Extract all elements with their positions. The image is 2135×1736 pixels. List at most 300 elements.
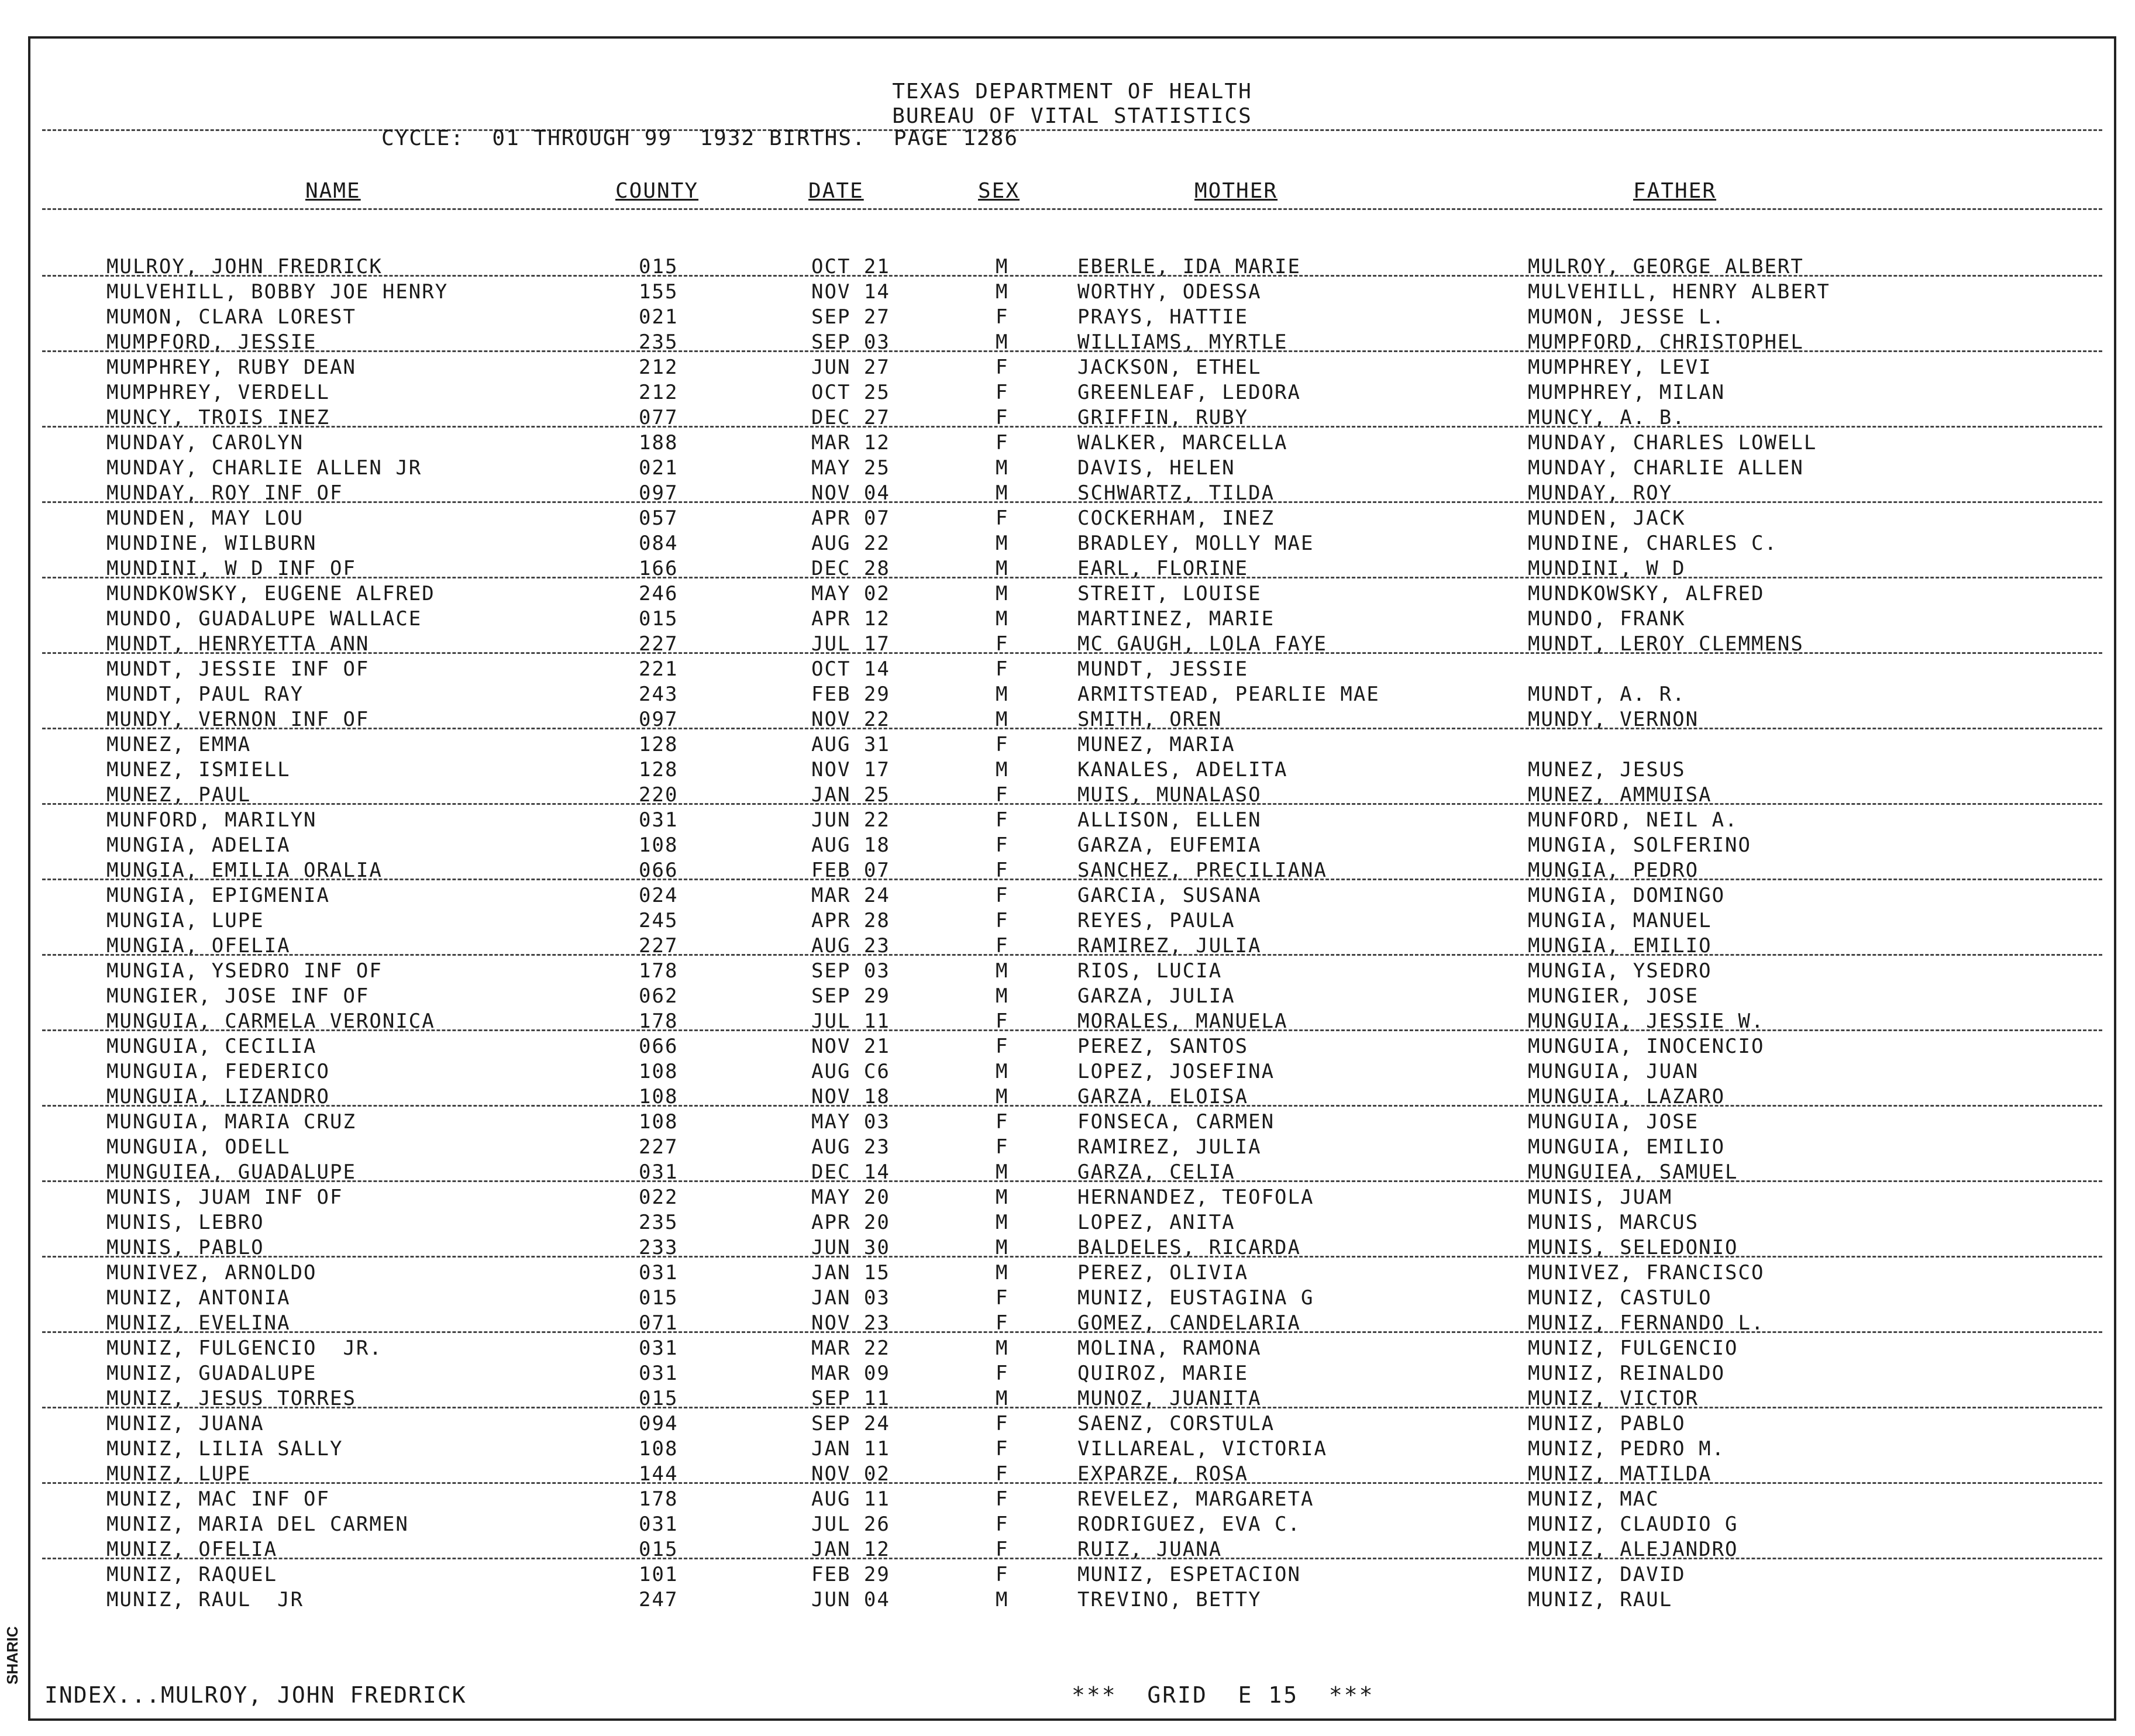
column-header-date: DATE (808, 179, 864, 203)
cell-date: SEP 29 (811, 984, 890, 1008)
row-group-divider (42, 879, 2102, 880)
row-group-divider (42, 1558, 2102, 1559)
cell-date: APR 07 (811, 507, 890, 530)
cell-date: AUG 11 (811, 1487, 890, 1511)
cell-date: MAR 09 (811, 1362, 890, 1385)
cell-name: MUNIZ, RAQUEL (106, 1563, 278, 1586)
table-row (30, 683, 2114, 708)
cell-father: MUNIZ, FULGENCIO (1528, 1337, 1738, 1360)
cell-date: APR 28 (811, 909, 890, 932)
cell-sex: M (996, 1261, 1009, 1284)
column-header-father: FATHER (1633, 179, 1717, 203)
cell-name: MUNIZ, JESUS TORRES (106, 1387, 356, 1410)
cell-sex: F (996, 1311, 1009, 1335)
cell-name: MUMPHREY, VERDELL (106, 381, 330, 404)
cell-date: NOV 22 (811, 708, 890, 731)
cell-sex: M (996, 1160, 1009, 1184)
cell-county: 227 (639, 1135, 679, 1159)
cell-sex: M (996, 758, 1009, 781)
cell-sex: M (996, 481, 1009, 505)
cell-sex: F (996, 507, 1009, 530)
cell-sex: F (996, 733, 1009, 756)
row-group-divider (42, 1180, 2102, 1182)
cell-father: MUNEZ, JESUS (1528, 758, 1686, 781)
cell-county: 108 (639, 1060, 679, 1083)
cell-name: MUNGIA, EMILIA ORALIA (106, 859, 383, 882)
cell-father: MUNFORD, NEIL A. (1528, 808, 1738, 832)
cell-mother: MARTINEZ, MARIE (1077, 607, 1275, 631)
cell-date: JAN 12 (811, 1538, 890, 1561)
cell-father: MUNIZ, ALEJANDRO (1528, 1538, 1738, 1561)
cell-county: 022 (639, 1186, 679, 1209)
table-row (30, 909, 2114, 934)
row-group-divider (42, 275, 2102, 277)
cell-county: 084 (639, 532, 679, 555)
cell-sex: M (996, 1186, 1009, 1209)
cell-county: 097 (639, 708, 679, 731)
cell-mother: GARCIA, SUSANA (1077, 884, 1262, 907)
cell-mother: PEREZ, SANTOS (1077, 1035, 1249, 1058)
cell-sex: M (996, 456, 1009, 480)
cell-name: MUNIS, PABLO (106, 1236, 264, 1259)
cell-date: APR 20 (811, 1211, 890, 1234)
cell-name: MUNDAY, CHARLIE ALLEN JR (106, 456, 422, 480)
table-row (30, 884, 2114, 909)
cell-date: DEC 28 (811, 557, 890, 580)
cell-date: MAR 22 (811, 1337, 890, 1360)
cell-name: MUNIZ, GUADALUPE (106, 1362, 317, 1385)
cell-mother: ALLISON, ELLEN (1077, 808, 1262, 832)
row-group-divider (42, 1029, 2102, 1031)
cell-mother: RUIZ, JUANA (1077, 1538, 1223, 1561)
table-row (30, 280, 2114, 305)
cell-mother: QUIROZ, MARIE (1077, 1362, 1249, 1385)
cell-sex: F (996, 934, 1009, 957)
cell-name: MUNIZ, JUANA (106, 1412, 264, 1435)
cell-sex: M (996, 959, 1009, 983)
cell-county: 101 (639, 1563, 679, 1586)
cell-name: MUNIZ, MARIA DEL CARMEN (106, 1513, 409, 1536)
cell-mother: FONSECA, CARMEN (1077, 1110, 1275, 1134)
table-row (30, 431, 2114, 456)
cell-county: 015 (639, 1286, 679, 1310)
cell-date: JUN 27 (811, 356, 890, 379)
cell-sex: F (996, 833, 1009, 857)
row-group-divider (42, 350, 2102, 352)
cell-name: MUNDINI, W D INF OF (106, 557, 356, 580)
cell-mother: SANCHEZ, PRECILIANA (1077, 859, 1327, 882)
table-row (30, 1135, 2114, 1160)
cell-county: 094 (639, 1412, 679, 1435)
cell-mother: MUNDT, JESSIE (1077, 657, 1249, 681)
cell-sex: F (996, 808, 1009, 832)
cell-father: MUNDO, FRANK (1528, 607, 1686, 631)
cell-name: MUMPHREY, RUBY DEAN (106, 356, 356, 379)
cell-father: MUNIZ, RAUL (1528, 1588, 1673, 1611)
cell-sex: F (996, 1487, 1009, 1511)
cell-father: MUNIZ, MAC (1528, 1487, 1659, 1511)
cell-mother: MUNIZ, EUSTAGINA G (1077, 1286, 1314, 1310)
cell-name: MUNIZ, MAC INF OF (106, 1487, 330, 1511)
cell-father: MUNGIA, SOLFERINO (1528, 833, 1751, 857)
cell-father: MUNGIA, DOMINGO (1528, 884, 1726, 907)
cell-date: FEB 29 (811, 683, 890, 706)
table-row (30, 1437, 2114, 1462)
cell-father: MUNIS, SELEDONIO (1528, 1236, 1738, 1259)
cell-father: MUNGUIA, LAZARO (1528, 1085, 1726, 1108)
cell-date: OCT 14 (811, 657, 890, 681)
cell-name: MUNDT, HENRYETTA ANN (106, 632, 370, 656)
cell-father: MUNDINE, CHARLES C. (1528, 532, 1778, 555)
cell-county: 031 (639, 1362, 679, 1385)
cell-mother: REYES, PAULA (1077, 909, 1235, 932)
column-divider (42, 208, 2102, 210)
cell-sex: M (996, 708, 1009, 731)
table-row (30, 1110, 2114, 1135)
cell-date: NOV 02 (811, 1462, 890, 1486)
cell-county: 021 (639, 456, 679, 480)
cell-sex: F (996, 431, 1009, 454)
bureau-title: BUREAU OF VITAL STATISTICS (892, 104, 1252, 128)
cell-sex: M (996, 1387, 1009, 1410)
cell-father: MUNIZ, MATILDA (1528, 1462, 1712, 1486)
cell-sex: M (996, 255, 1009, 278)
cell-mother: RODRIGUEZ, EVA C. (1077, 1513, 1301, 1536)
cell-county: 024 (639, 884, 679, 907)
cell-father: MUNIZ, REINALDO (1528, 1362, 1726, 1385)
cell-date: SEP 03 (811, 330, 890, 354)
cell-mother: SAENZ, CORSTULA (1077, 1412, 1275, 1435)
cell-date: AUG 23 (811, 1135, 890, 1159)
cell-county: 108 (639, 833, 679, 857)
row-group-divider (42, 803, 2102, 805)
cell-mother: SCHWARTZ, TILDA (1077, 481, 1275, 505)
cell-name: MUNDEN, MAY LOU (106, 507, 304, 530)
cell-date: JUL 17 (811, 632, 890, 656)
cell-name: MUNGIA, OFELIA (106, 934, 291, 957)
table-row (30, 984, 2114, 1010)
cell-mother: WILLIAMS, MYRTLE (1077, 330, 1288, 354)
cell-date: NOV 21 (811, 1035, 890, 1058)
cell-name: MUNCY, TROIS INEZ (106, 406, 330, 429)
cell-name: MUNGIA, YSEDRO INF OF (106, 959, 383, 983)
cell-date: NOV 18 (811, 1085, 890, 1108)
table-row (30, 959, 2114, 984)
cell-county: 144 (639, 1462, 679, 1486)
cell-mother: BRADLEY, MOLLY MAE (1077, 532, 1314, 555)
cell-father: MUNGUIEA, SAMUEL (1528, 1160, 1738, 1184)
cell-sex: F (996, 1462, 1009, 1486)
cell-county: 015 (639, 607, 679, 631)
cell-name: MUNDINE, WILBURN (106, 532, 317, 555)
cell-county: 031 (639, 1337, 679, 1360)
cell-mother: WALKER, MARCELLA (1077, 431, 1288, 454)
cell-mother: COCKERHAM, INEZ (1077, 507, 1275, 530)
cell-county: 212 (639, 356, 679, 379)
cell-county: 188 (639, 431, 679, 454)
cell-mother: GRIFFIN, RUBY (1077, 406, 1249, 429)
cell-sex: F (996, 1110, 1009, 1134)
cell-father: MUNIZ, DAVID (1528, 1563, 1686, 1586)
cell-mother: MUIS, MUNALASO (1077, 783, 1262, 807)
cell-mother: DAVIS, HELEN (1077, 456, 1235, 480)
column-header-sex: SEX (978, 179, 1020, 203)
cell-date: OCT 25 (811, 381, 890, 404)
agency-title: TEXAS DEPARTMENT OF HEALTH (892, 80, 1252, 104)
cell-county: 097 (639, 481, 679, 505)
cell-county: 221 (639, 657, 679, 681)
cell-name: MUNIZ, LILIA SALLY (106, 1437, 343, 1461)
cell-sex: F (996, 632, 1009, 656)
cell-name: MUNGUIA, CARMELA VERONICA (106, 1010, 435, 1033)
cell-county: 227 (639, 632, 679, 656)
side-label: SHARIC (4, 1626, 21, 1685)
cell-county: 015 (639, 255, 679, 278)
cell-father: MUNIZ, CLAUDIO G (1528, 1513, 1738, 1536)
cell-county: 227 (639, 934, 679, 957)
cell-father: MUMPHREY, LEVI (1528, 356, 1712, 379)
cell-date: MAY 25 (811, 456, 890, 480)
cell-county: 031 (639, 1160, 679, 1184)
cell-date: JUN 22 (811, 808, 890, 832)
cell-father: MUNIZ, PABLO (1528, 1412, 1686, 1435)
cell-county: 178 (639, 1487, 679, 1511)
cell-mother: RAMIREZ, JULIA (1077, 934, 1262, 957)
cell-county: 212 (639, 381, 679, 404)
cell-sex: F (996, 1135, 1009, 1159)
cell-mother: MC GAUGH, LOLA FAYE (1077, 632, 1327, 656)
table-row (30, 305, 2114, 330)
cell-father: MUNGUIA, INOCENCIO (1528, 1035, 1765, 1058)
table-row (30, 532, 2114, 557)
cell-date: NOV 23 (811, 1311, 890, 1335)
cell-sex: M (996, 1588, 1009, 1611)
table-row (30, 456, 2114, 481)
cell-date: DEC 14 (811, 1160, 890, 1184)
cell-county: 243 (639, 683, 679, 706)
cell-county: 233 (639, 1236, 679, 1259)
cell-county: 066 (639, 1035, 679, 1058)
cell-father: MUNIS, MARCUS (1528, 1211, 1699, 1234)
cell-date: JAN 03 (811, 1286, 890, 1310)
cell-county: 245 (639, 909, 679, 932)
cell-mother: MUNOZ, JUANITA (1077, 1387, 1262, 1410)
cell-county: 057 (639, 507, 679, 530)
cell-date: MAR 24 (811, 884, 890, 907)
cell-county: 220 (639, 783, 679, 807)
row-group-divider (42, 1105, 2102, 1107)
cell-father: MUNGIA, MANUEL (1528, 909, 1712, 932)
cell-father: MUNGIER, JOSE (1528, 984, 1699, 1008)
cell-county: 108 (639, 1437, 679, 1461)
cell-county: 178 (639, 959, 679, 983)
cell-date: JUL 11 (811, 1010, 890, 1033)
table-row (30, 1186, 2114, 1211)
cell-name: MUNGUIA, ODELL (106, 1135, 291, 1159)
cell-date: MAY 02 (811, 582, 890, 605)
cell-sex: F (996, 783, 1009, 807)
cell-date: APR 12 (811, 607, 890, 631)
cell-father: MUNGIA, PEDRO (1528, 859, 1699, 882)
cell-father: MUNDT, LEROY CLEMMENS (1528, 632, 1804, 656)
cell-mother: SMITH, OREN (1077, 708, 1223, 731)
footer-index: INDEX...MULROY, JOHN FREDRICK (44, 1682, 467, 1708)
cell-mother: EBERLE, IDA MARIE (1077, 255, 1301, 278)
cell-mother: MUNIZ, ESPETACION (1077, 1563, 1301, 1586)
column-header-mother: MOTHER (1194, 179, 1278, 203)
table-row (30, 657, 2114, 683)
cell-sex: F (996, 1437, 1009, 1461)
table-row (30, 607, 2114, 632)
cell-sex: M (996, 557, 1009, 580)
table-row (30, 1563, 2114, 1588)
cell-father: MUNDT, A. R. (1528, 683, 1686, 706)
cell-father: MUNDINI, W D (1528, 557, 1686, 580)
cell-father: MUNCY, A. B. (1528, 406, 1686, 429)
cell-name: MUNIS, JUAM INF OF (106, 1186, 343, 1209)
cell-name: MUNDT, JESSIE INF OF (106, 657, 370, 681)
cell-mother: GOMEZ, CANDELARIA (1077, 1311, 1301, 1335)
cell-county: 128 (639, 733, 679, 756)
cell-father: MUNEZ, AMMUISA (1528, 783, 1712, 807)
cell-father: MUNDEN, JACK (1528, 507, 1686, 530)
cell-father: MUNGIA, EMILIO (1528, 934, 1712, 957)
cell-date: AUG 22 (811, 532, 890, 555)
table-row (30, 833, 2114, 859)
cell-county: 031 (639, 808, 679, 832)
cell-father: MUNDKOWSKY, ALFRED (1528, 582, 1765, 605)
cell-date: JUN 30 (811, 1236, 890, 1259)
row-group-divider (42, 954, 2102, 956)
cell-mother: MUNEZ, MARIA (1077, 733, 1235, 756)
cell-name: MUNGUIA, FEDERICO (106, 1060, 330, 1083)
row-group-divider (42, 577, 2102, 578)
table-row (30, 381, 2114, 406)
column-header-county: COUNTY (615, 179, 699, 203)
cell-sex: F (996, 1513, 1009, 1536)
cell-father: MUNIS, JUAM (1528, 1186, 1673, 1209)
cell-name: MUNIZ, LUPE (106, 1462, 252, 1486)
cell-father: MUMPHREY, MILAN (1528, 381, 1726, 404)
cell-father: MUNIZ, VICTOR (1528, 1387, 1699, 1410)
table-row (30, 1588, 2114, 1613)
cell-mother: TREVINO, BETTY (1077, 1588, 1262, 1611)
cell-name: MUNEZ, ISMIELL (106, 758, 291, 781)
cell-county: 015 (639, 1387, 679, 1410)
cell-name: MUNGIA, ADELIA (106, 833, 291, 857)
cell-sex: F (996, 1412, 1009, 1435)
table-row (30, 1286, 2114, 1311)
cell-father: MUNDAY, ROY (1528, 481, 1673, 505)
cell-county: 066 (639, 859, 679, 882)
table-row (30, 758, 2114, 783)
table-row (30, 507, 2114, 532)
cell-sex: F (996, 1035, 1009, 1058)
cell-sex: F (996, 1563, 1009, 1586)
cell-name: MUNDT, PAUL RAY (106, 683, 304, 706)
cell-sex: M (996, 1060, 1009, 1083)
cell-name: MULROY, JOHN FREDRICK (106, 255, 383, 278)
cell-county: 128 (639, 758, 679, 781)
cell-name: MUNIZ, EVELINA (106, 1311, 291, 1335)
cell-date: MAY 03 (811, 1110, 890, 1134)
cell-county: 077 (639, 406, 679, 429)
cell-sex: F (996, 1538, 1009, 1561)
cell-sex: M (996, 532, 1009, 555)
cell-sex: F (996, 909, 1009, 932)
cell-sex: F (996, 1286, 1009, 1310)
cell-county: 247 (639, 1588, 679, 1611)
cell-name: MUNEZ, EMMA (106, 733, 252, 756)
cell-name: MUNGIER, JOSE INF OF (106, 984, 370, 1008)
cell-mother: LOPEZ, JOSEFINA (1077, 1060, 1275, 1083)
cell-mother: KANALES, ADELITA (1077, 758, 1288, 781)
cell-sex: F (996, 356, 1009, 379)
record-page-frame (28, 36, 2116, 1721)
cell-mother: GARZA, EUFEMIA (1077, 833, 1262, 857)
table-row (30, 733, 2114, 758)
row-group-divider (42, 1407, 2102, 1408)
row-group-divider (42, 1482, 2102, 1484)
cell-date: NOV 14 (811, 280, 890, 304)
table-row (30, 356, 2114, 381)
cell-sex: F (996, 406, 1009, 429)
cell-sex: F (996, 1010, 1009, 1033)
cell-sex: M (996, 1236, 1009, 1259)
cell-date: JUL 26 (811, 1513, 890, 1536)
cell-date: MAR 12 (811, 431, 890, 454)
cell-date: AUG 31 (811, 733, 890, 756)
row-group-divider (42, 1331, 2102, 1333)
cell-mother: PRAYS, HATTIE (1077, 305, 1249, 329)
cell-sex: F (996, 1362, 1009, 1385)
cell-sex: M (996, 683, 1009, 706)
cell-mother: STREIT, LOUISE (1077, 582, 1262, 605)
cell-mother: GARZA, CELIA (1077, 1160, 1235, 1184)
row-group-divider (42, 1256, 2102, 1258)
cell-name: MUNDAY, CAROLYN (106, 431, 304, 454)
cell-county: 021 (639, 305, 679, 329)
cell-date: NOV 17 (811, 758, 890, 781)
cell-father: MUNGUIA, JUAN (1528, 1060, 1699, 1083)
cell-mother: VILLAREAL, VICTORIA (1077, 1437, 1327, 1461)
table-row (30, 1487, 2114, 1513)
cell-county: 235 (639, 1211, 679, 1234)
table-row (30, 1060, 2114, 1085)
cell-mother: RIOS, LUCIA (1077, 959, 1223, 983)
cell-county: 071 (639, 1311, 679, 1335)
cell-name: MUMPFORD, JESSIE (106, 330, 317, 354)
cell-name: MULVEHILL, BOBBY JOE HENRY (106, 280, 449, 304)
cell-name: MUNGUIEA, GUADALUPE (106, 1160, 356, 1184)
cell-date: SEP 03 (811, 959, 890, 983)
cell-mother: EXPARZE, ROSA (1077, 1462, 1249, 1486)
cell-father: MUMON, JESSE L. (1528, 305, 1726, 329)
cell-mother: BALDELES, RICARDA (1077, 1236, 1301, 1259)
cell-date: MAY 20 (811, 1186, 890, 1209)
cell-name: MUNIZ, FULGENCIO JR. (106, 1337, 383, 1360)
cell-sex: M (996, 1337, 1009, 1360)
cell-mother: GREENLEAF, LEDORA (1077, 381, 1301, 404)
cell-name: MUNGUIA, LIZANDRO (106, 1085, 330, 1108)
cell-sex: F (996, 884, 1009, 907)
table-row (30, 1035, 2114, 1060)
cell-father: MUNIVEZ, FRANCISCO (1528, 1261, 1765, 1284)
cell-mother: GARZA, JULIA (1077, 984, 1235, 1008)
cell-name: MUNGIA, LUPE (106, 909, 264, 932)
cell-county: 015 (639, 1538, 679, 1561)
cell-mother: ARMITSTEAD, PEARLIE MAE (1077, 683, 1380, 706)
